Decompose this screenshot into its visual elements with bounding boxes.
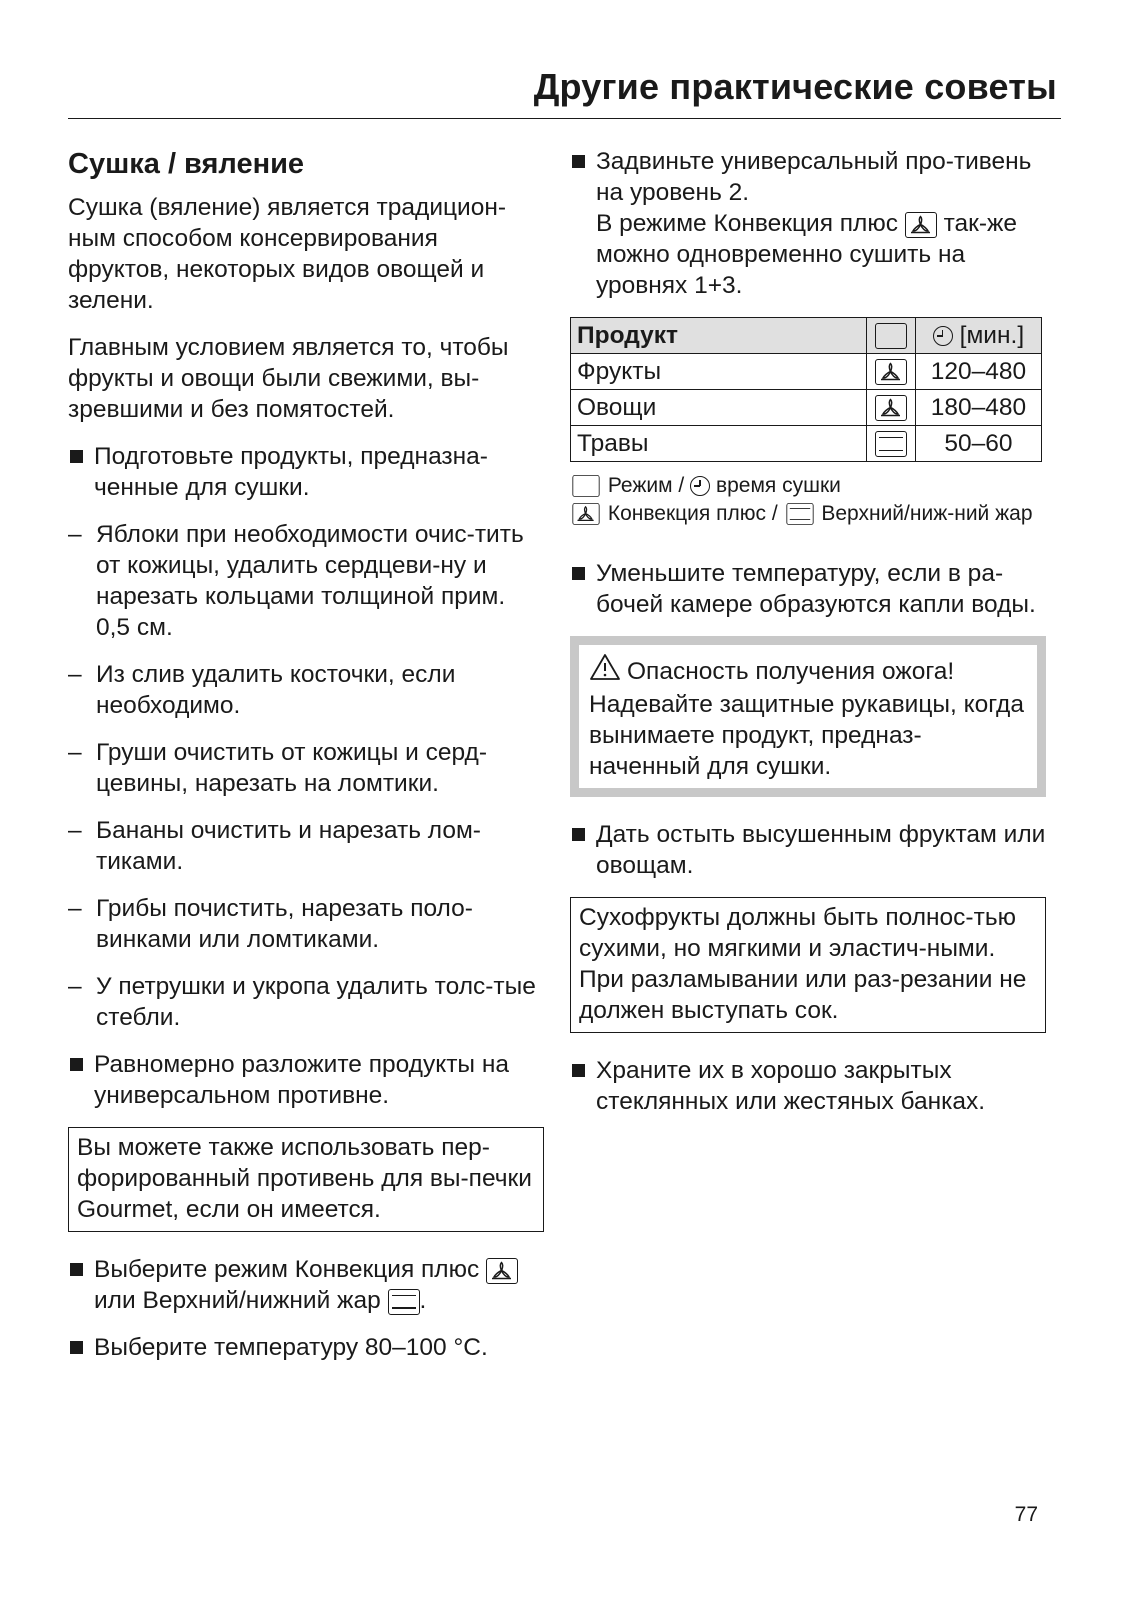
dash-item-bananas (68, 815, 544, 877)
note-dried-fruit-text: Сухофрукты должны быть полнос-тью сухими, но мягкими и эластич-ными. При разламывании или раз-резании не должен выступать сок. (579, 904, 1027, 1024)
dash-item-text: Грибы почистить, нарезать поло-винками или ломтиками. (96, 895, 473, 953)
bullet-square-icon (70, 1263, 83, 1276)
table-cell-product: Овощи (571, 390, 867, 426)
top-bottom-heat-icon (875, 431, 907, 457)
bullet-spread (68, 1049, 544, 1111)
bullet-square-icon (70, 1341, 83, 1354)
table-header-product: Продукт (571, 318, 867, 354)
legend-heat: Верхний/ниж-ний жар (821, 502, 1033, 525)
warning-box (570, 636, 1046, 797)
table-header-mode (867, 318, 916, 354)
fan-icon (572, 503, 599, 525)
warning-title: Опасность получения ожога! (627, 657, 955, 685)
clock-icon (933, 326, 953, 346)
dash-item-mushrooms (68, 893, 544, 955)
left-column (68, 146, 544, 1379)
bullet-mode-end: . (419, 1287, 427, 1314)
top-bottom-heat-icon (388, 1289, 420, 1315)
bullet-lower-temperature (570, 558, 1046, 620)
dash-item-text: Яблоки при необходимости очис-тить от кожицы, удалить сердцеви-ну и нарезать кольцами толщиной прим. 0,5 см. (96, 521, 524, 641)
table-header-time-label: [мин.] (959, 321, 1025, 349)
table-cell-time: 120–480 (916, 354, 1042, 390)
bullet-cool-text: Дать остыть высушенным фруктам или овощам. (596, 821, 1046, 879)
table-header-time (916, 318, 1042, 354)
dash-item-herbs (68, 971, 544, 1033)
fan-icon (875, 395, 907, 421)
fan-icon (486, 1258, 518, 1284)
bullet-cool (570, 819, 1046, 881)
table-legend (570, 472, 1046, 528)
bullet-temp-text: Выберите температуру 80–100 °C. (94, 1334, 488, 1361)
clock-icon (690, 476, 710, 496)
warning-title-row (589, 653, 1027, 689)
section-title: Сушка / вяление (68, 148, 305, 180)
table-cell-product: Травы (571, 426, 867, 462)
bullet-square-icon (70, 1058, 83, 1071)
note-gourmet-box (68, 1127, 544, 1232)
bullet-square-icon (572, 1064, 585, 1077)
legend-mode: Режим / (607, 474, 685, 497)
bullet-square-icon (70, 450, 83, 463)
bullet-store-text: Храните их в хорошо закрытых стеклянных или жестяных банках. (596, 1057, 986, 1115)
bullet-spread-text: Равномерно разложите продукты на универсальном противне. (94, 1051, 510, 1109)
intro-paragraph-2: Главным условием является то, чтобы фрукты и овощи были свежими, вы-зревшими и без помятостей. (68, 334, 509, 423)
bullet-store (570, 1055, 1046, 1117)
bullet-prepare (68, 441, 544, 503)
table-row (571, 354, 1042, 390)
table-cell-product: Фрукты (571, 354, 867, 390)
table-cell-time: 180–480 (916, 390, 1042, 426)
drying-table (570, 317, 1042, 462)
dash-symbol: – (68, 895, 82, 922)
warning-triangle-icon (589, 653, 621, 689)
legend-time: время сушки (715, 474, 841, 497)
dash-item-text: Из слив удалить косточки, если необходимо. (96, 661, 456, 719)
bullet-mode-text-a: Выберите режим Конвекция плюс (94, 1256, 480, 1283)
table-header-row (571, 318, 1042, 354)
bullet-square-icon (572, 828, 585, 841)
page-title: Другие практические советы (533, 66, 1057, 107)
warning-body: Надевайте защитные рукавицы, когда вынимаете продукт, предназ-наченный для сушки. (589, 691, 1024, 780)
dash-symbol: – (68, 739, 82, 766)
fan-icon (875, 359, 907, 385)
mode-icon (572, 475, 599, 497)
table-cell-mode (867, 354, 916, 390)
table-row (571, 426, 1042, 462)
page-number: 77 (1014, 1503, 1038, 1526)
dash-item-text: Бананы очистить и нарезать лом-тиками. (96, 817, 481, 875)
intro-paragraph-1: Сушка (вяление) является традицион-ным способом консервирования фруктов, некоторых видов овощей и зелени. (68, 194, 507, 314)
bullet-select-temperature (68, 1332, 544, 1363)
dash-symbol: – (68, 661, 82, 688)
note-gourmet-text: Вы можете также использовать пер-форированный противень для вы-печки Gourmet, если он имеется. (77, 1134, 532, 1223)
right-column (570, 146, 1046, 1133)
page-header (68, 62, 1061, 119)
bullet-select-mode (68, 1254, 544, 1316)
bullet-tray-text-a: Задвиньте универсальный про-тивень на уровень 2. (596, 148, 1032, 206)
mode-icon (875, 323, 907, 349)
dash-item-text: У петрушки и укропа удалить толс-тые стебли. (96, 973, 536, 1031)
bullet-tray (570, 146, 1046, 301)
bullet-tray-text-c: так-же можно одновременно сушить на уровнях 1+3. (596, 210, 1018, 299)
table-row (571, 390, 1042, 426)
dash-symbol: – (68, 521, 82, 548)
dash-item-plums (68, 659, 544, 721)
dash-symbol: – (68, 817, 82, 844)
dash-item-apples (68, 519, 544, 643)
bullet-square-icon (572, 155, 585, 168)
note-dried-fruit-box (570, 897, 1046, 1033)
dash-item-text: Груши очистить от кожицы и серд-цевины, нарезать на ломтики. (96, 739, 487, 797)
dash-item-pears (68, 737, 544, 799)
bullet-prepare-text: Подготовьте продукты, предназна-ченные для сушки. (94, 443, 488, 501)
legend-fan: Конвекция плюс / (607, 502, 778, 525)
bullet-mode-text-b: или Верхний/нижний жар (94, 1287, 381, 1314)
table-cell-mode (867, 390, 916, 426)
top-bottom-heat-icon (786, 503, 813, 525)
table-cell-time: 50–60 (916, 426, 1042, 462)
bullet-tray-text-b: В режиме Конвекция плюс (596, 210, 898, 237)
bullet-square-icon (572, 567, 585, 580)
bullet-lower-temp-text: Уменьшите температуру, если в ра-бочей камере образуются капли воды. (596, 560, 1036, 618)
fan-icon (905, 212, 937, 238)
dash-symbol: – (68, 973, 82, 1000)
table-cell-mode (867, 426, 916, 462)
